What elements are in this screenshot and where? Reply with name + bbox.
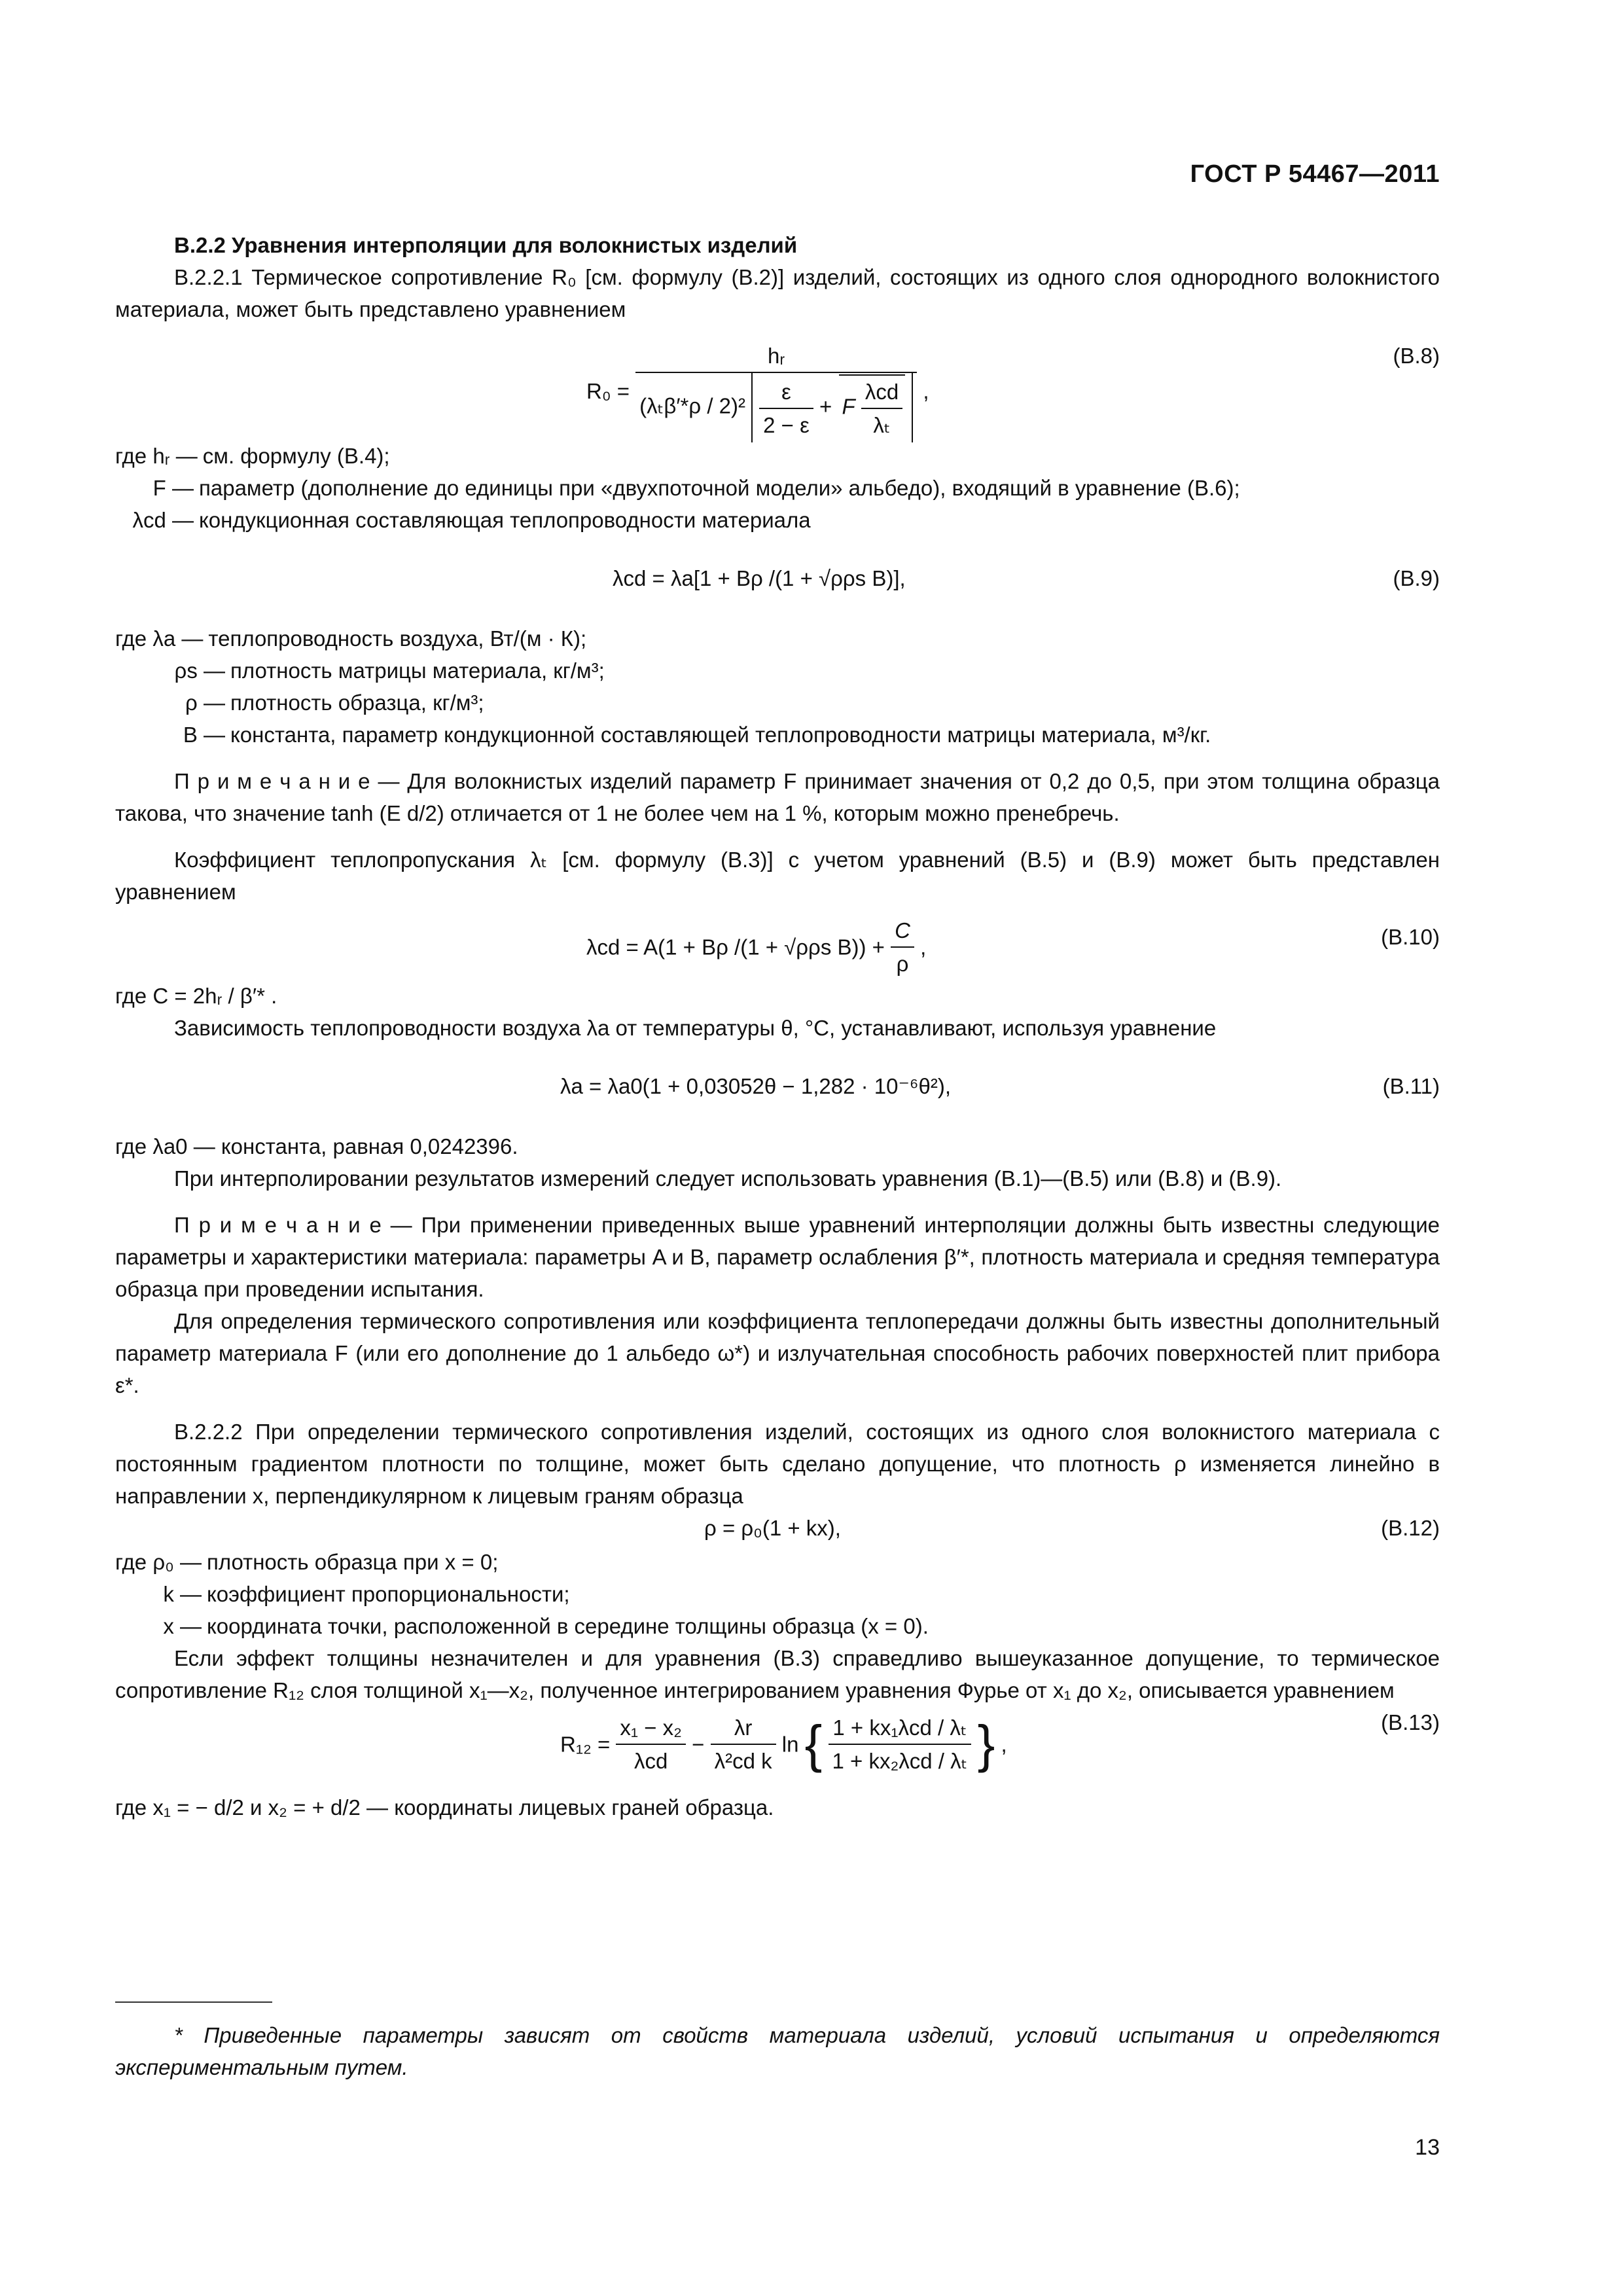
definition-hr bbox=[115, 440, 1440, 472]
formula-b8-eps-fraction bbox=[759, 376, 813, 441]
formula-b8 bbox=[115, 325, 1440, 437]
formula-b13 bbox=[115, 1706, 1440, 1791]
page-number: 13 bbox=[1415, 2135, 1440, 2160]
definition-rho bbox=[115, 687, 1440, 719]
formula-b10-tail: , bbox=[920, 935, 927, 960]
formula-b8-fraction bbox=[635, 340, 917, 442]
formula-b13-fraction-3 bbox=[829, 1712, 972, 1777]
note-1: П р и м е ч а н и е — Для волокнистых изделий параметр F принимает значения от 0,2 до 0,5, при этом толщина образца такова, что значение tanh (E d/2) отличается от 1 не более чем на 1 %, которым можно пренебречь. bbox=[115, 769, 1440, 825]
formula-b11-expression: λa = λa0(1 + 0,03052θ − 1,282 · 10⁻⁶θ²), bbox=[560, 1074, 951, 1098]
formula-b8-lhs: R₀ = bbox=[586, 379, 630, 403]
definition-f-text: параметр (дополнение до единицы при «двухпоточной модели» альбедо), входящий в уравнение (В.6); bbox=[199, 476, 1240, 500]
definition-rho-symbol: ρ — bbox=[185, 691, 225, 715]
formula-b8-denominator bbox=[635, 372, 917, 442]
definition-rhos bbox=[115, 655, 1440, 687]
formula-b12-expression: ρ = ρ₀(1 + kx), bbox=[704, 1516, 841, 1540]
formula-b8-number: (В.8) bbox=[1393, 344, 1440, 368]
definition-lcd bbox=[115, 504, 1440, 536]
formula-b10 bbox=[115, 908, 1440, 980]
definition-rho0 bbox=[115, 1546, 1440, 1578]
definition-rho0-text: плотность образца при x = 0; bbox=[206, 1550, 499, 1574]
formula-b13-tail: , bbox=[1001, 1732, 1007, 1757]
formula-b8-l-num: λcd bbox=[865, 380, 899, 404]
note-2: П р и м е ч а н и е — При применении приведенных выше уравнений интерполяции должны быть известны следующие параметры и характеристики материала: параметры A и B, параметр ослабления β′*, плотность материала и средняя температура образца при проведении испытания. bbox=[115, 1213, 1440, 1301]
definition-x bbox=[115, 1610, 1440, 1642]
paragraph-b222: В.2.2.2 При определении термического сопротивления изделий, состоящих из одного слоя волокнистого материала с постоянным градиентом плотности по толщине, может быть сделано допущение, что плотность ρ изменяется линейно в направлении x, перпендикулярном к лицевым граням образца bbox=[115, 1420, 1440, 1508]
formula-b13-f2-den: λ²cd k bbox=[711, 1744, 776, 1777]
definition-coordinates: где x₁ = − d/2 и x₂ = + d/2 — координаты лицевых граней образца. bbox=[115, 1795, 774, 1820]
formula-b12 bbox=[115, 1512, 1440, 1546]
formula-b10-rho: ρ bbox=[891, 946, 914, 980]
definition-lcd-symbol: λcd — bbox=[132, 508, 194, 532]
paragraph-b221: В.2.2.1 Термическое сопротивление R₀ [см. формулу (В.2)] изделий, состоящих из одного слоя однородного волокнистого материала, может быть представлено уравнением bbox=[115, 265, 1440, 321]
footnote bbox=[115, 2019, 1440, 2083]
formula-b13-ln: ln bbox=[781, 1732, 799, 1757]
formula-b9 bbox=[115, 536, 1440, 608]
formula-b10-c: C bbox=[895, 918, 910, 942]
document-page bbox=[115, 0, 1440, 2296]
formula-b8-sqrt-f: F bbox=[842, 394, 855, 419]
definition-rhos-symbol: ρs — bbox=[174, 658, 225, 683]
paragraph-additional-params: Для определения термического сопротивления или коэффициента теплопередачи должны быть известны дополнительный параметр материала F (или его дополнение до 1 альбедо ω*) и излучательная способность рабочих поверхностей плит прибора ε*. bbox=[115, 1309, 1440, 1397]
paragraph-interpolation: При интерполировании результатов измерений следует использовать уравнения (В.1)—(В.5) или (В.8) и (В.9). bbox=[174, 1166, 1282, 1191]
formula-b8-eps-den: 2 − ε bbox=[759, 408, 813, 441]
formula-b13-minus: − bbox=[692, 1732, 705, 1757]
definition-c: где C = 2hᵣ / β′* . bbox=[115, 984, 277, 1008]
formula-b13-fraction-1 bbox=[616, 1712, 686, 1777]
definition-lcd-text: кондукционная составляющая теплопроводности материала bbox=[199, 508, 811, 532]
formula-b13-fraction-2 bbox=[711, 1712, 776, 1777]
definition-rho-text: плотность образца, кг/м³; bbox=[230, 691, 484, 715]
formula-b8-plus: + bbox=[819, 394, 832, 419]
formula-b12-number: (В.12) bbox=[1381, 1516, 1440, 1540]
definition-x-symbol: x — bbox=[163, 1614, 202, 1638]
document-body bbox=[115, 229, 1440, 1823]
formula-b13-f1-num: x₁ − x₂ bbox=[620, 1715, 682, 1740]
formula-b10-fraction bbox=[891, 914, 914, 980]
formula-b13-f1-den: λcd bbox=[616, 1744, 686, 1777]
definition-f-symbol: F — bbox=[152, 476, 194, 500]
formula-b8-den-left: (λₜβ′*ρ / 2)² bbox=[639, 393, 745, 418]
formula-b13-left-brace: { bbox=[804, 1715, 823, 1773]
definition-rho0-symbol: где ρ₀ — bbox=[115, 1550, 202, 1574]
definition-b-symbol: B — bbox=[183, 723, 225, 747]
definition-b-text: константа, параметр кондукционной составляющей теплопроводности матрицы материала, м³/кг. bbox=[230, 723, 1211, 747]
formula-b8-lambda-fraction bbox=[861, 376, 902, 441]
formula-b11-number: (В.11) bbox=[1382, 1074, 1440, 1098]
formula-b13-f3-num: 1 + kx₁λcd / λₜ bbox=[832, 1715, 967, 1740]
formula-b10-expression: λcd = A(1 + Bρ /(1 + √ρρs B)) + bbox=[586, 935, 885, 960]
section-heading: В.2.2 Уравнения интерполяции для волокнистых изделий bbox=[174, 233, 798, 257]
formula-b8-tail: , bbox=[923, 379, 929, 403]
formula-b8-eps-num: ε bbox=[781, 380, 791, 404]
definition-b bbox=[115, 719, 1440, 751]
definition-k-text: коэффициент пропорциональности; bbox=[207, 1582, 570, 1606]
definition-hr-text: см. формулу (В.4); bbox=[202, 444, 390, 468]
definition-hr-symbol: где hᵣ — bbox=[115, 444, 198, 468]
paragraph-fourier: Если эффект толщины незначителен и для уравнения (В.3) справедливо вышеуказанное допущение, то термическое сопротивление R₁₂ слоя толщиной x₁—x₂, полученное интегрированием уравнения Фурье от x₁ до x₂, описывается уравнением bbox=[115, 1646, 1440, 1702]
footnote-rule bbox=[115, 2001, 272, 2003]
definition-la-text: теплопроводность воздуха, Вт/(м · К); bbox=[208, 626, 587, 651]
definition-rhos-text: плотность матрицы материала, кг/м³; bbox=[230, 658, 605, 683]
formula-b13-f2-num: λr bbox=[734, 1715, 753, 1740]
definition-f bbox=[115, 472, 1440, 504]
formula-b8-bracket bbox=[751, 373, 913, 442]
formula-b13-lhs: R₁₂ = bbox=[560, 1732, 611, 1757]
footnote-text: * Приведенные параметры зависят от свойств материала изделий, условий испытания и определяются экспериментальным путем. bbox=[115, 2023, 1440, 2079]
paragraph-transmittance: Коэффициент теплопропускания λₜ [см. формулу (В.3)] с учетом уравнений (В.5) и (В.9) может быть представлен уравнением bbox=[115, 848, 1440, 904]
formula-b9-number: (В.9) bbox=[1393, 566, 1440, 590]
definition-la0: где λa0 — константа, равная 0,0242396. bbox=[115, 1134, 518, 1158]
formula-b8-sqrt bbox=[839, 374, 905, 441]
definition-x-text: координата точки, расположенной в середине толщины образца (x = 0). bbox=[207, 1614, 929, 1638]
definition-la bbox=[115, 622, 1440, 655]
definition-la-symbol: где λa — bbox=[115, 626, 204, 651]
formula-b11 bbox=[115, 1044, 1440, 1116]
definition-k-symbol: k — bbox=[163, 1582, 202, 1606]
formula-b10-number: (В.10) bbox=[1381, 925, 1440, 949]
formula-b8-l-den: λₜ bbox=[861, 408, 902, 441]
formula-b13-f3-den: 1 + kx₂λcd / λₜ bbox=[829, 1744, 972, 1777]
formula-b13-right-brace: } bbox=[977, 1715, 995, 1773]
formula-b9-expression: λcd = λa[1 + Bρ /(1 + √ρρs B)], bbox=[613, 566, 906, 590]
formula-b13-number: (В.13) bbox=[1381, 1710, 1440, 1734]
definition-k bbox=[115, 1578, 1440, 1610]
formula-b8-numerator: hᵣ bbox=[768, 344, 785, 368]
paragraph-air-conductivity: Зависимость теплопроводности воздуха λa от температуры θ, °С, устанавливают, используя уравнение bbox=[174, 1016, 1217, 1040]
document-code: ГОСТ Р 54467—2011 bbox=[1190, 160, 1440, 188]
